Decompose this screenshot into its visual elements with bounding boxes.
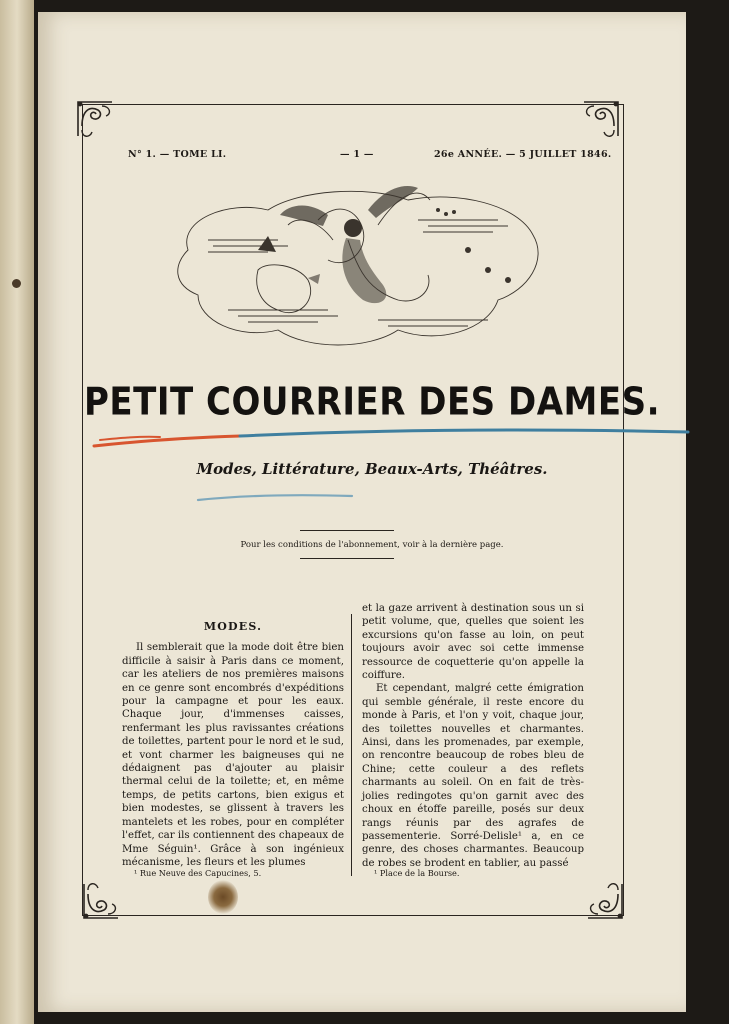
article-paragraph-3: Et cependant, malgré cette émigration qui semble générale, il reste encore du monde à Paris, et l'on y voit, chaque jour, des toilettes nouvelles et charmantes. Ainsi, dans les promenades, par exemple, on rencontre beaucoup de robes bleu de Chine; cette couleur a des reflets charmants au soleil. On en fait de très-jolies redingotes qu'on garnit avec des choux en étoffe pareille, posés sur deux rangs réunis par des agrafes de passementerie. Sorré-Delisle¹ a, en ce genre, des choses charmantes. Beaucoup de robes se brodent en tablier, au passé: [362, 683, 584, 869]
article-heading: MODES.: [203, 620, 263, 633]
newspaper-page: [38, 12, 686, 1012]
book-spine: [0, 0, 34, 1024]
issue-date: 26e ANNÉE. — 5 JUILLET 1846.: [434, 149, 612, 160]
corner-ornament-top-right: [578, 96, 624, 142]
article-column-1: [122, 620, 344, 869]
subscription-note: Pour les conditions de l'abonnement, voir à la dernière page.: [240, 540, 504, 550]
ink-stain: [208, 880, 238, 914]
corner-ornament-top-left: [72, 96, 118, 142]
divider-rule-top: [300, 530, 394, 531]
article-column-2: [362, 602, 584, 870]
cherub-vignette-illustration: [168, 180, 548, 360]
crayon-mark-blue-short: [196, 490, 356, 504]
crayon-marks-red-blue: [90, 424, 690, 454]
article-paragraph-1: Il semblerait que la mode doit être bien difficile à saisir à Paris dans ce moment, car les ateliers de nos premières maisons en ce genre sont encombrés d'expéditions pour la campagne et pour les eaux. Chaque jour, d'immenses caisses, renfermant les plus ravissantes créations de toilettes, partent pour le nord et le sud, et vont charmer les baigneuses qui ne dédaignent pas d'ajouter au plaisir thermal celui de la toilette; et, en même temps, de petits cartons, bien exigus et bien modestes, se glissent à travers les mantelets et les robes, pour en compléter l'effet, car ils contiennent des chapeaux de Mme Séguin¹. Grâce à son ingénieux mécanisme, les fleurs et les plumes: [122, 642, 344, 868]
corner-ornament-bottom-right: [582, 878, 628, 924]
column-divider: [351, 614, 352, 876]
page-number: — 1 —: [340, 149, 374, 160]
divider-rule-bottom: [300, 558, 394, 559]
masthead-title: PETIT COURRIER DES DAMES.: [83, 379, 660, 425]
footnote-right: ¹ Place de la Bourse.: [374, 868, 460, 878]
masthead-subtitle: Modes, Littérature, Beaux-Arts, Théâtres.: [196, 460, 548, 478]
footnote-left: ¹ Rue Neuve des Capucines, 5.: [134, 868, 262, 878]
issue-number: N° 1. — TOME LI.: [128, 149, 227, 160]
binding-hole: [12, 279, 21, 288]
corner-ornament-bottom-left: [78, 878, 124, 924]
article-paragraph-2: et la gaze arrivent à destination sous un si petit volume, que, quelles que soient les excursions qu'on fasse au loin, on peut toujours avoir avec soi cette immense ressource de coquetterie qu'on appelle la coiffure.: [362, 603, 584, 682]
